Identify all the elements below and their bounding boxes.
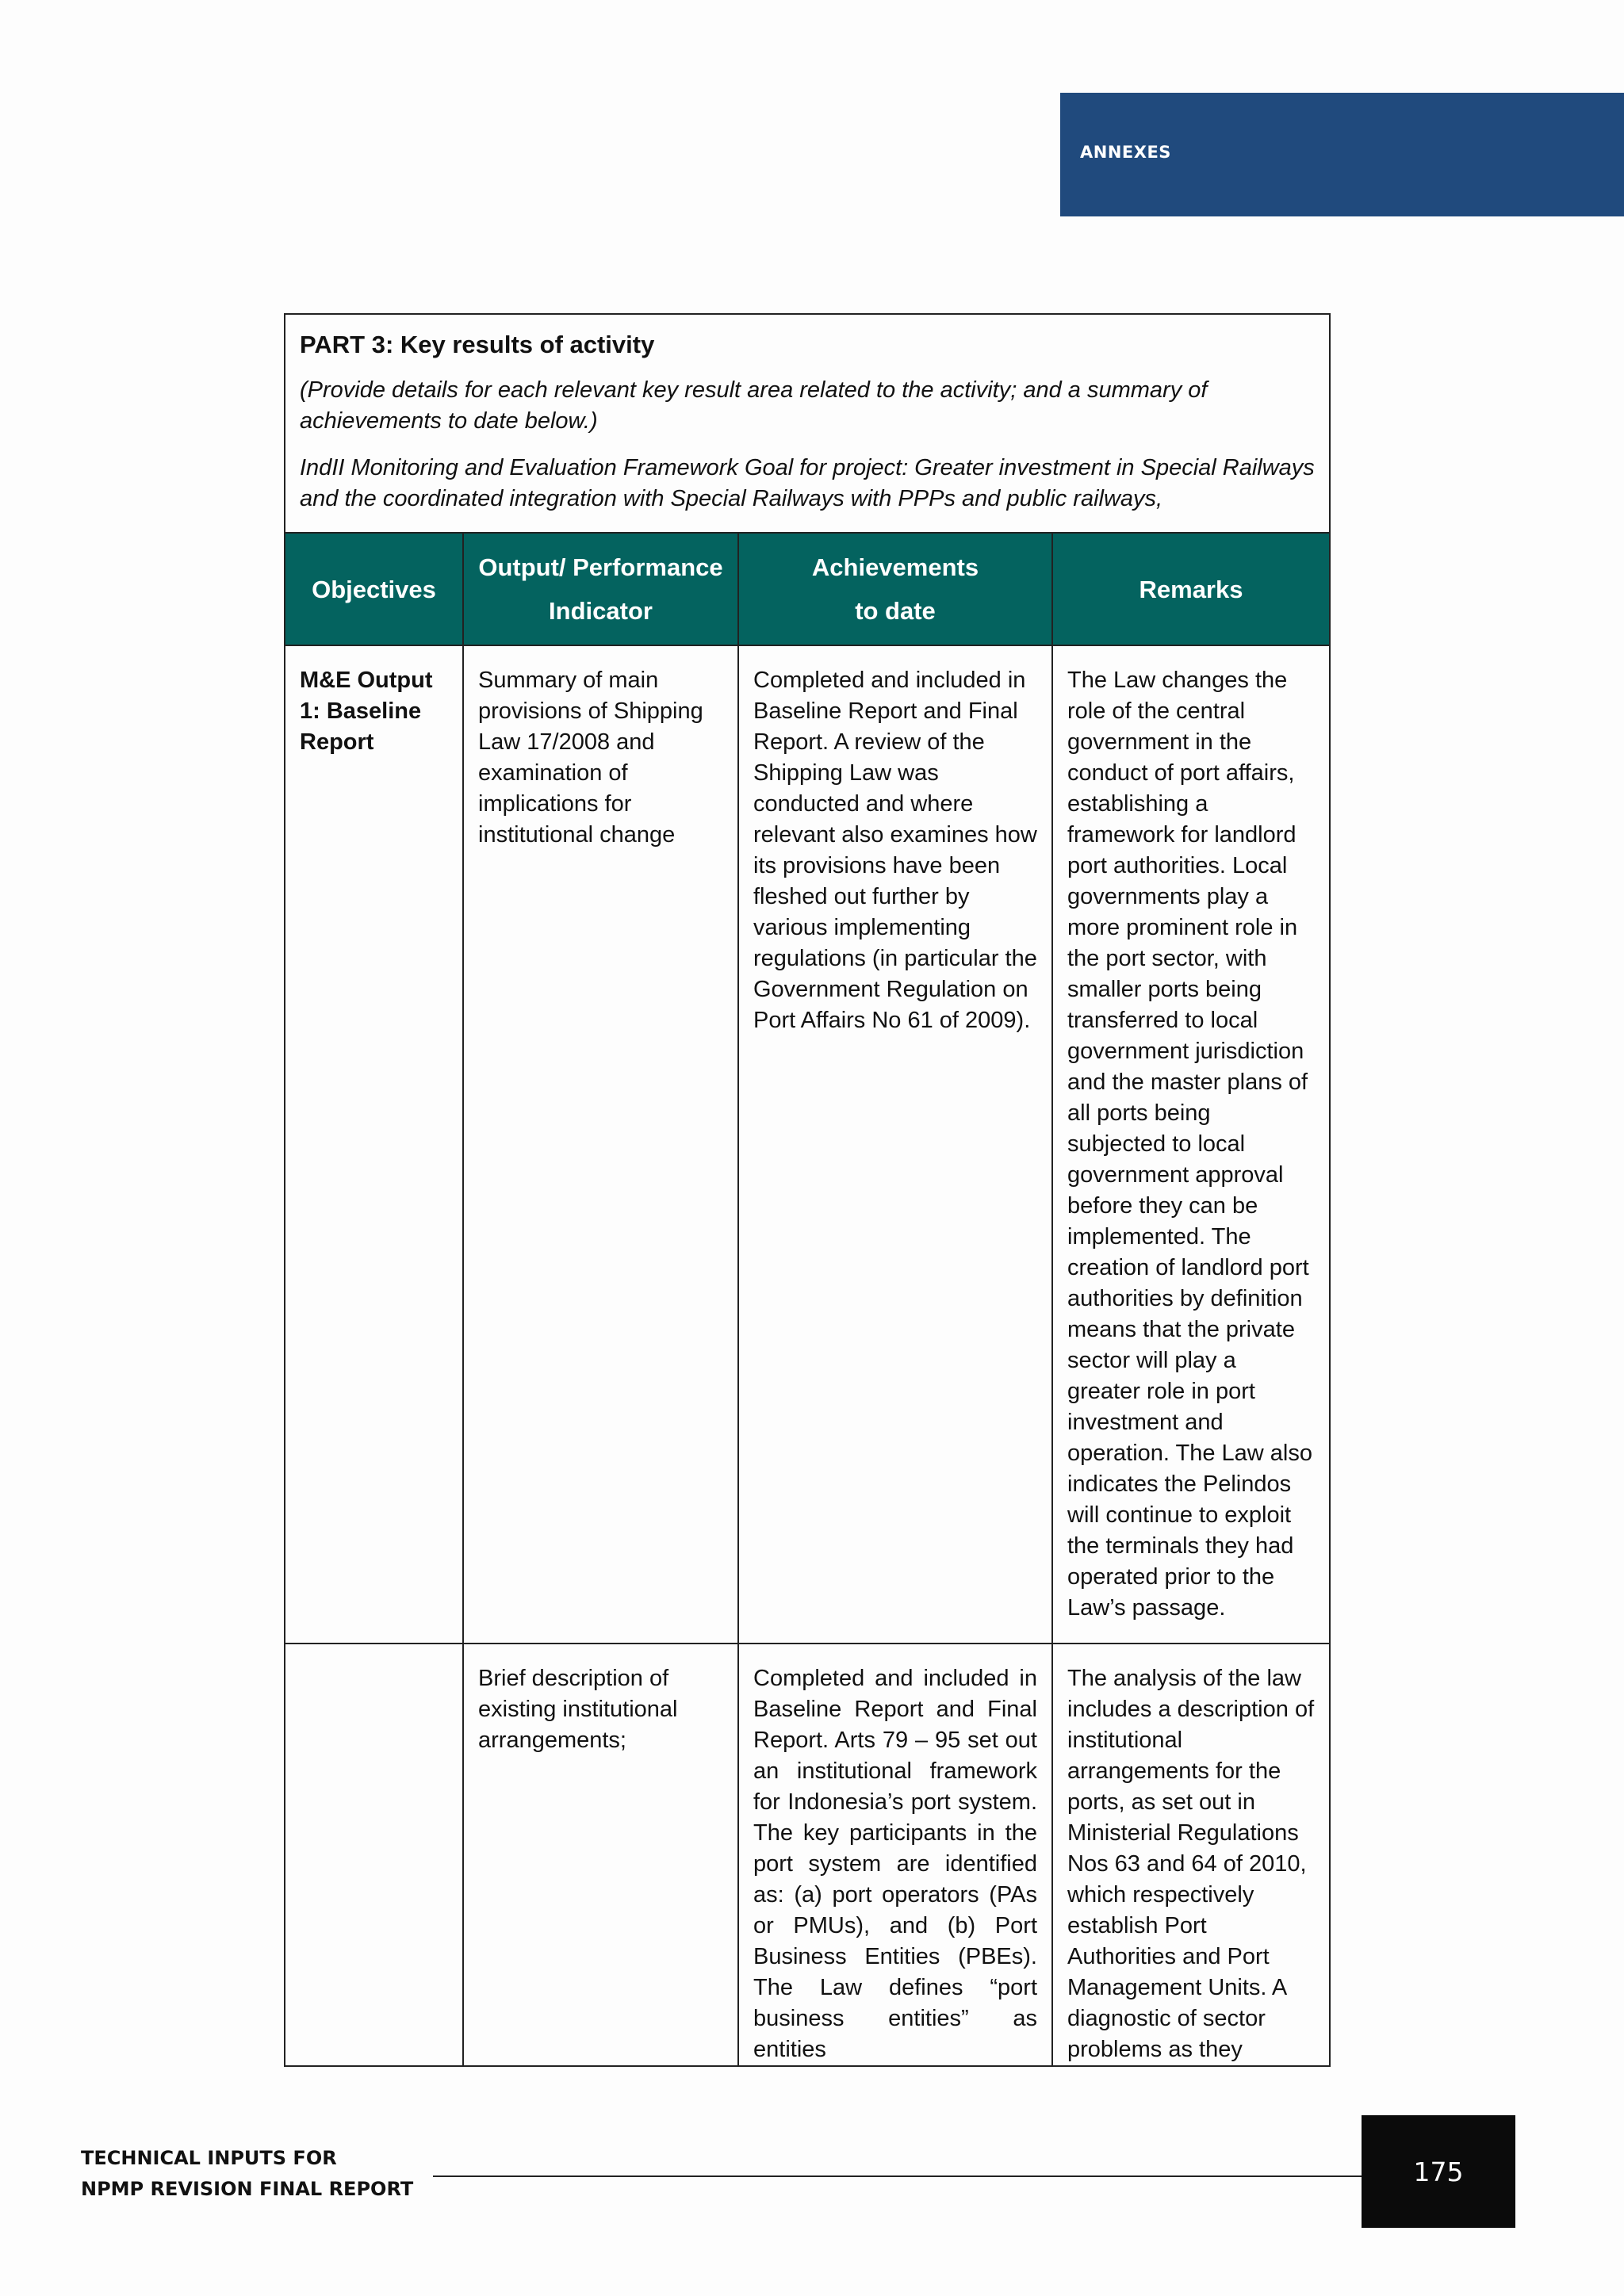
section-label: ANNEXES [1080, 143, 1171, 162]
remarks-cell: The Law changes the role of the central government in the conduct of port affairs, establishing a framework for landlord port authorities. Local governments play a more prominent role in the port sector, with smaller ports being transferred to local government jurisdiction and the master plans of all ports being subjected to local government approval before they can be implemented. The creation of landlord port authorities by definition means that the private sector will play a greater role in port investment and operation. The Law also indicates the Pelindos will continue to exploit the terminals they had operated prior to the Law’s passage. [1052, 645, 1330, 1644]
remarks-cell: The analysis of the law includes a description of institutional arrangements for the ports, as set out in Ministerial Regulations Nos 63 and 64 of 2010, which respectively establish Port Authorities and Port Management Units. A diagnostic of sector problems as they [1052, 1644, 1330, 2066]
column-header-achievements: Achievements to date [738, 533, 1052, 645]
achievement-cell: Completed and included in Baseline Report and Final Report. Arts 79 – 95 set out an institutional framework for Indonesia’s port system. The key participants in the port system are identified as: (a) port operators (PAs or PMUs), and (b) Port Business Entities (PBEs). The Law defines “port business entities” as entities [738, 1644, 1052, 2066]
objective-cell [285, 1644, 463, 2066]
instruction-text: (Provide details for each relevant key result area related to the activity; and a summary of achievements to date below.) [300, 377, 1208, 434]
page-number-box [1362, 2115, 1515, 2228]
header-bar [1060, 93, 1624, 216]
page-number: 175 [1413, 2156, 1464, 2187]
footer-divider [433, 2175, 1362, 2177]
table-row [285, 645, 1330, 1644]
table-row [285, 1644, 1330, 2066]
footer-report-title [81, 2143, 413, 2205]
column-header-output: Output/ Performance Indicator [463, 533, 738, 645]
part-title: PART 3: Key results of activity [300, 331, 655, 358]
footer-title-line-1: TECHNICAL INPUTS FOR [81, 2147, 337, 2169]
table-header-row [285, 533, 1330, 645]
column-header-remarks: Remarks [1052, 533, 1330, 645]
output-cell: Summary of main provisions of Shipping Law 17/2008 and examination of implications for institutional change [463, 645, 738, 1644]
intro-cell [285, 314, 1330, 533]
goal-text: IndII Monitoring and Evaluation Framework Goal for project: Greater investment in Special Railways and the coordinated integration with Special Railways with PPPs and public railways, [300, 455, 1315, 511]
output-cell: Brief description of existing institutional arrangements; [463, 1644, 738, 2066]
footer-title-line-2: NPMP REVISION FINAL REPORT [81, 2178, 414, 2200]
column-header-objectives: Objectives [285, 533, 463, 645]
key-results-table [284, 313, 1331, 2067]
objective-cell: M&E Output 1: Baseline Report [285, 645, 463, 1644]
achievement-cell: Completed and included in Baseline Report and Final Report. A review of the Shipping Law was conducted and where relevant also examines how its provisions have been fleshed out further by various implementing regulations (in particular the Government Regulation on Port Affairs No 61 of 2009). [738, 645, 1052, 1644]
intro-row [285, 314, 1330, 533]
